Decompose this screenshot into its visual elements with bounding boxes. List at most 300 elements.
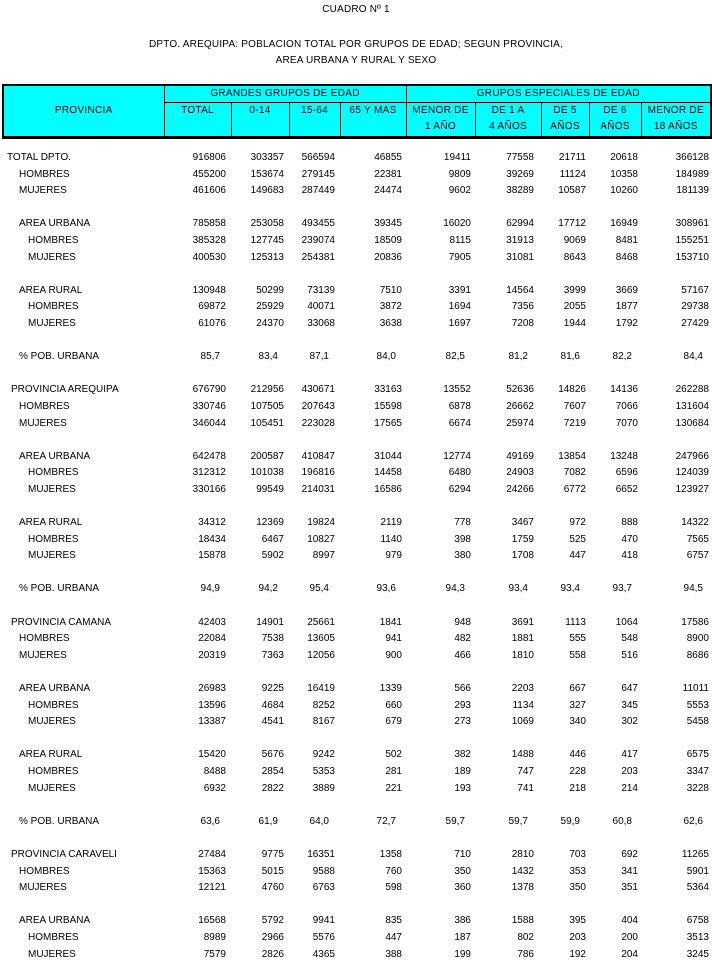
cell-menor-18-anos: 3513 — [686, 931, 709, 943]
header-col-line2: AÑOS — [550, 121, 580, 132]
spacer-row — [0, 731, 712, 748]
cell-menor-18-anos: 29738 — [681, 301, 709, 313]
cell-menor-18-anos: 17586 — [681, 616, 709, 628]
spacer-row — [0, 498, 712, 515]
cell-0-14: 5015 — [261, 865, 284, 877]
cell-5-anos: 395 — [569, 915, 586, 927]
table-row — [0, 747, 712, 764]
cell-1-a-4-anos: 1432 — [511, 865, 534, 877]
header-col-total — [164, 103, 231, 138]
cell-menor-1-ano: 6878 — [448, 400, 471, 412]
cell-65-y-mas: 388 — [385, 948, 402, 960]
cell-65-y-mas: 1841 — [379, 616, 402, 628]
cell-5-anos: 8643 — [563, 251, 586, 263]
header-col-line1: MENOR DE — [647, 105, 704, 116]
cell-5-anos: 558 — [569, 649, 586, 661]
row-label: MUJERES — [19, 417, 67, 429]
cell-5-anos: 340 — [569, 716, 586, 728]
row-label: MUJERES — [28, 251, 76, 263]
cell-6-anos: 1877 — [615, 301, 638, 313]
cell-15-64: 5576 — [312, 931, 335, 943]
spacer-row — [0, 664, 712, 681]
table-row — [0, 631, 712, 648]
table-row — [0, 283, 712, 300]
cell-0-14: 7363 — [261, 649, 284, 661]
row-label: MUJERES — [28, 716, 76, 728]
header-col-6-anos — [589, 103, 641, 138]
cell-1-a-4-anos: 93,4 — [508, 583, 528, 595]
cell-0-14: 24370 — [256, 317, 284, 329]
cell-5-anos: 2055 — [563, 301, 586, 313]
row-label: PROVINCIA AREQUIPA — [11, 384, 119, 396]
table-row — [0, 880, 712, 897]
cell-total: 20319 — [198, 649, 226, 661]
cell-5-anos: 93,4 — [560, 583, 580, 595]
table-row — [0, 698, 712, 715]
cell-15-64: 239074 — [301, 234, 335, 246]
cell-total: 916806 — [192, 152, 226, 163]
cell-0-14: 14901 — [256, 616, 284, 628]
table-row — [0, 764, 712, 781]
row-label: MUJERES — [19, 185, 67, 197]
cell-0-14: 200587 — [250, 450, 284, 462]
cell-5-anos: 350 — [569, 882, 586, 894]
cell-6-anos: 3669 — [615, 284, 638, 296]
cell-6-anos: 7070 — [615, 417, 638, 429]
cell-menor-18-anos: 181139 — [676, 185, 709, 197]
cell-1-a-4-anos: 7356 — [511, 301, 534, 313]
cell-1-a-4-anos: 1881 — [511, 633, 534, 645]
header-col-65-y-mas — [340, 103, 406, 138]
cell-1-a-4-anos: 2203 — [511, 683, 534, 694]
table-row — [0, 648, 712, 665]
table-title-line2: AREA URBANA Y RURAL Y SEXO — [275, 55, 437, 66]
cell-15-64: 207643 — [301, 400, 335, 412]
table-body — [0, 150, 712, 963]
cell-5-anos: 3999 — [563, 284, 586, 296]
table-row — [0, 250, 712, 267]
table-row — [0, 515, 712, 532]
row-label: AREA URBANA — [19, 915, 91, 927]
cell-total: 18434 — [198, 533, 226, 545]
row-label: HOMBRES — [28, 533, 79, 545]
cell-total: 785858 — [192, 218, 226, 230]
cell-0-14: 101038 — [250, 467, 284, 479]
cell-total: 676790 — [192, 384, 226, 396]
header-col-line1: 15-64 — [300, 105, 329, 116]
table-row — [0, 548, 712, 565]
cell-15-64: 33068 — [307, 317, 335, 329]
row-label: AREA RURAL — [19, 284, 83, 296]
cell-menor-18-anos: 3228 — [686, 782, 709, 794]
cell-1-a-4-anos: 7208 — [511, 317, 534, 329]
province-row — [0, 847, 712, 864]
cell-menor-1-ano: 380 — [454, 550, 471, 562]
table-row — [0, 299, 712, 316]
cell-15-64: 6763 — [312, 882, 335, 894]
cell-15-64: 8252 — [312, 699, 335, 711]
cell-65-y-mas: 33163 — [374, 384, 402, 396]
cell-5-anos: 13854 — [558, 450, 586, 462]
cell-1-a-4-anos: 81,2 — [508, 351, 528, 363]
cell-65-y-mas: 598 — [385, 882, 402, 894]
row-label: AREA URBANA — [19, 683, 91, 694]
cell-1-a-4-anos: 31081 — [506, 251, 534, 263]
cell-65-y-mas: 1339 — [379, 683, 402, 694]
cell-5-anos: 14826 — [558, 384, 586, 396]
cell-1-a-4-anos: 1134 — [512, 699, 534, 711]
cell-menor-18-anos: 8686 — [686, 649, 709, 661]
cell-menor-18-anos: 62,6 — [683, 815, 703, 827]
cell-65-y-mas: 941 — [385, 633, 402, 645]
cell-1-a-4-anos: 1378 — [511, 882, 534, 894]
cell-1-a-4-anos: 1759 — [511, 533, 534, 545]
cell-15-64: 16419 — [307, 683, 335, 694]
cell-1-a-4-anos: 1588 — [511, 915, 534, 927]
cell-5-anos: 59,9 — [560, 815, 580, 827]
cell-1-a-4-anos: 38289 — [506, 185, 534, 197]
cell-total: 69872 — [198, 301, 226, 313]
cell-5-anos: 703 — [569, 848, 586, 860]
cell-6-anos: 351 — [621, 882, 638, 894]
cell-65-y-mas: 3638 — [379, 317, 402, 329]
cell-1-a-4-anos: 741 — [517, 782, 534, 794]
cell-menor-18-anos: 3245 — [686, 948, 709, 960]
spacer-row — [0, 432, 712, 449]
cell-1-a-4-anos: 1488 — [511, 749, 534, 761]
cell-5-anos: 203 — [569, 931, 586, 943]
cell-1-a-4-anos: 77558 — [506, 152, 534, 163]
cell-15-64: 95,4 — [309, 583, 329, 595]
cell-menor-1-ano: 482 — [454, 633, 471, 645]
cell-total: 8488 — [203, 765, 226, 777]
cell-6-anos: 1792 — [615, 317, 638, 329]
cell-15-64: 10827 — [307, 533, 335, 545]
cell-menor-1-ano: 12774 — [443, 450, 471, 462]
cell-0-14: 6467 — [261, 533, 284, 545]
cell-1-a-4-anos: 24903 — [506, 467, 534, 479]
cell-menor-18-anos: 153710 — [675, 251, 709, 263]
cell-menor-1-ano: 8115 — [449, 234, 471, 246]
row-label: % POB. URBANA — [19, 583, 100, 595]
header-col-line1: 65 Y MAS — [349, 105, 397, 116]
cell-menor-1-ano: 189 — [454, 765, 471, 777]
cell-menor-18-anos: 247966 — [675, 450, 709, 462]
cell-1-a-4-anos: 39269 — [506, 168, 534, 180]
cell-0-14: 107505 — [250, 400, 284, 412]
cell-1-a-4-anos: 31913 — [506, 234, 534, 246]
cell-total: 12121 — [198, 882, 226, 894]
cell-0-14: 125313 — [250, 251, 284, 263]
cell-menor-18-anos: 3347 — [686, 765, 709, 777]
cell-15-64: 410847 — [301, 450, 335, 462]
cell-menor-1-ano: 94,3 — [445, 583, 465, 595]
row-label: HOMBRES — [28, 234, 79, 246]
percent-row — [0, 581, 712, 598]
cell-menor-1-ano: 350 — [454, 865, 471, 877]
cell-0-14: 127745 — [250, 234, 284, 246]
cell-0-14: 25929 — [256, 301, 284, 313]
cell-menor-18-anos: 84,4 — [683, 351, 703, 363]
cell-0-14: 105451 — [250, 417, 284, 429]
table-row — [0, 465, 712, 482]
cell-15-64: 87,1 — [309, 351, 329, 363]
cell-menor-18-anos: 57167 — [681, 284, 709, 296]
cell-total: 26983 — [198, 683, 226, 694]
cell-menor-1-ano: 948 — [454, 616, 471, 628]
row-label: AREA RURAL — [19, 517, 83, 529]
spacer-row — [0, 797, 712, 814]
spacer-row — [0, 200, 712, 217]
row-label: AREA URBANA — [19, 450, 91, 462]
table-row — [0, 449, 712, 466]
cell-menor-18-anos: 131604 — [675, 400, 709, 412]
cell-1-a-4-anos: 1069 — [511, 716, 534, 728]
cell-15-64: 566594 — [301, 152, 335, 163]
cell-0-14: 61,9 — [258, 815, 278, 827]
cell-5-anos: 353 — [569, 865, 586, 877]
cell-6-anos: 7066 — [615, 400, 638, 412]
cell-6-anos: 345 — [621, 699, 638, 711]
cell-menor-18-anos: 6757 — [686, 550, 709, 562]
cell-6-anos: 6652 — [615, 483, 638, 495]
cell-65-y-mas: 16586 — [374, 483, 402, 495]
row-label: HOMBRES — [19, 400, 70, 412]
cell-65-y-mas: 1358 — [379, 848, 402, 860]
cell-5-anos: 228 — [569, 765, 586, 777]
cell-menor-1-ano: 360 — [454, 882, 471, 894]
row-label: % POB. URBANA — [19, 815, 100, 827]
cell-6-anos: 404 — [621, 915, 638, 927]
cell-0-14: 2854 — [261, 765, 284, 777]
cell-65-y-mas: 221 — [385, 782, 402, 794]
row-label: PROVINCIA CAMANA — [11, 616, 112, 628]
spacer-row — [0, 333, 712, 350]
cell-5-anos: 81,6 — [560, 351, 580, 363]
header-col-menor-18-anos — [641, 103, 711, 138]
table-title-line1: DPTO. AREQUIPA: POBLACION TOTAL POR GRUPOS DE EDAD; SEGUN PROVINCIA, — [148, 39, 564, 50]
cell-menor-1-ano: 3391 — [448, 284, 471, 296]
cell-15-64: 12056 — [307, 649, 335, 661]
header-col-line1: DE 5 — [553, 105, 577, 116]
cell-15-64: 3889 — [312, 782, 335, 794]
spacer-row — [0, 897, 712, 914]
cell-15-64: 73139 — [307, 284, 335, 296]
header-grupos-especiales: GRUPOS ESPECIALES DE EDAD — [406, 85, 711, 103]
cell-total: 27484 — [198, 848, 226, 860]
cell-65-y-mas: 17565 — [374, 417, 402, 429]
cell-1-a-4-anos: 25974 — [506, 417, 534, 429]
cell-menor-1-ano: 82,5 — [445, 351, 465, 363]
cell-total: 330166 — [192, 483, 226, 495]
row-label: PROVINCIA CARAVELI — [11, 848, 117, 860]
table-header — [2, 84, 712, 139]
cell-65-y-mas: 7510 — [379, 284, 402, 296]
cell-menor-18-anos: 5364 — [686, 882, 709, 894]
cell-menor-1-ano: 199 — [454, 948, 471, 960]
cell-0-14: 4684 — [261, 699, 284, 711]
cell-menor-18-anos: 130684 — [675, 417, 709, 429]
cell-1-a-4-anos: 59,7 — [508, 815, 528, 827]
cell-6-anos: 888 — [621, 517, 638, 529]
cell-5-anos: 11124 — [559, 168, 586, 180]
row-label: TOTAL DPTO. — [7, 152, 72, 163]
cell-menor-1-ano: 193 — [454, 782, 471, 794]
cell-menor-18-anos: 94,5 — [683, 583, 703, 595]
cell-15-64: 287449 — [301, 185, 335, 197]
cell-menor-1-ano: 398 — [454, 533, 471, 545]
cell-total: 94,9 — [200, 583, 220, 595]
header-col-line1: DE 1 A — [491, 105, 525, 116]
cell-6-anos: 204 — [621, 948, 638, 960]
cell-0-14: 212956 — [250, 384, 284, 396]
cell-1-a-4-anos: 3691 — [511, 616, 534, 628]
province-row — [0, 382, 712, 399]
cell-total: 61076 — [198, 317, 226, 329]
cell-6-anos: 302 — [621, 716, 638, 728]
cell-5-anos: 1113 — [565, 616, 586, 628]
cell-1-a-4-anos: 786 — [517, 948, 534, 960]
spacer-row — [0, 266, 712, 283]
row-label: MUJERES — [28, 550, 76, 562]
table-row — [0, 150, 712, 167]
row-label: MUJERES — [28, 948, 76, 960]
header-col-line2: 1 AÑO — [425, 121, 457, 132]
cell-total: 15420 — [198, 749, 226, 761]
header-col-line1: MENOR DE — [412, 105, 469, 116]
table-row — [0, 864, 712, 881]
cell-6-anos: 16949 — [610, 218, 638, 230]
cell-1-a-4-anos: 62994 — [506, 218, 534, 230]
table-row — [0, 316, 712, 333]
cell-total: 22084 — [198, 633, 226, 645]
cell-menor-18-anos: 7565 — [686, 533, 709, 545]
cell-1-a-4-anos: 14564 — [506, 284, 534, 296]
header-grandes-grupos: GRANDES GRUPOS DE EDAD — [164, 85, 406, 103]
cell-menor-1-ano: 1697 — [448, 317, 471, 329]
row-label: MUJERES — [28, 317, 76, 329]
cell-total: 385328 — [192, 234, 226, 246]
cell-6-anos: 647 — [621, 683, 638, 694]
cell-5-anos: 525 — [569, 533, 586, 545]
cell-65-y-mas: 447 — [385, 931, 402, 943]
cell-menor-1-ano: 7905 — [448, 251, 471, 263]
cell-menor-1-ano: 6674 — [448, 417, 471, 429]
row-label: HOMBRES — [28, 931, 79, 943]
cell-menor-1-ano: 566 — [454, 683, 471, 694]
cell-6-anos: 10260 — [610, 185, 638, 197]
cell-65-y-mas: 22381 — [374, 168, 402, 180]
cell-15-64: 9941 — [312, 915, 335, 927]
cell-65-y-mas: 39345 — [374, 218, 402, 230]
cell-0-14: 149683 — [250, 185, 284, 197]
cell-0-14: 4541 — [261, 716, 284, 728]
cell-0-14: 5792 — [261, 915, 284, 927]
cell-0-14: 2966 — [261, 931, 284, 943]
cell-15-64: 64,0 — [309, 815, 329, 827]
cell-total: 461606 — [192, 185, 226, 197]
cell-0-14: 4760 — [261, 882, 284, 894]
cell-menor-1-ano: 6480 — [448, 467, 471, 479]
cell-65-y-mas: 835 — [385, 915, 402, 927]
cell-5-anos: 7607 — [563, 400, 586, 412]
cell-5-anos: 327 — [569, 699, 586, 711]
table-row — [0, 183, 712, 200]
cell-65-y-mas: 24474 — [374, 185, 402, 197]
cell-5-anos: 1944 — [563, 317, 586, 329]
cell-5-anos: 446 — [569, 749, 586, 761]
cell-menor-1-ano: 19411 — [443, 152, 471, 163]
cell-menor-1-ano: 9809 — [448, 168, 471, 180]
cell-65-y-mas: 14458 — [374, 467, 402, 479]
cell-0-14: 50299 — [256, 284, 284, 296]
header-provincia: PROVINCIA — [3, 85, 164, 138]
cell-total: 85,7 — [200, 351, 220, 363]
cell-65-y-mas: 3872 — [379, 301, 402, 313]
header-col-5-anos — [541, 103, 589, 138]
cell-6-anos: 214 — [621, 782, 638, 794]
cell-5-anos: 10587 — [558, 185, 586, 197]
header-col-line1: TOTAL — [181, 105, 214, 116]
cell-menor-18-anos: 124039 — [675, 467, 709, 479]
cell-6-anos: 8481 — [615, 234, 638, 246]
cell-15-64: 254381 — [301, 251, 335, 263]
cell-menor-18-anos: 123927 — [675, 483, 709, 495]
cell-65-y-mas: 900 — [385, 649, 402, 661]
cell-menor-1-ano: 1694 — [448, 301, 471, 313]
cell-6-anos: 13248 — [610, 450, 638, 462]
cell-6-anos: 93,7 — [612, 583, 632, 595]
cell-menor-18-anos: 308961 — [675, 218, 709, 230]
row-label: HOMBRES — [28, 765, 79, 777]
header-col-15-64 — [289, 103, 340, 138]
cell-0-14: 9775 — [261, 848, 284, 860]
cell-6-anos: 8468 — [615, 251, 638, 263]
cell-5-anos: 21711 — [558, 152, 586, 163]
header-col-line2: 18 AÑOS — [653, 121, 698, 132]
cell-1-a-4-anos: 2810 — [511, 848, 534, 860]
cell-5-anos: 972 — [569, 517, 586, 529]
cell-total: 455200 — [192, 168, 226, 180]
cell-6-anos: 200 — [621, 931, 638, 943]
cell-6-anos: 20618 — [610, 152, 638, 163]
cell-total: 7579 — [203, 948, 226, 960]
row-label: HOMBRES — [28, 467, 79, 479]
cell-total: 42403 — [198, 616, 226, 628]
cell-1-a-4-anos: 747 — [517, 765, 534, 777]
table-row — [0, 416, 712, 433]
cell-15-64: 9588 — [312, 865, 335, 877]
cell-15-64: 13605 — [307, 633, 335, 645]
header-col-line2: 4 AÑOS — [489, 121, 527, 132]
cell-menor-1-ano: 16020 — [443, 218, 471, 230]
cell-1-a-4-anos: 1708 — [511, 550, 534, 562]
cell-menor-18-anos: 184989 — [675, 168, 709, 180]
row-label: MUJERES — [28, 782, 76, 794]
cell-total: 13387 — [198, 716, 226, 728]
cell-65-y-mas: 46855 — [374, 152, 402, 163]
table-row — [0, 216, 712, 233]
spacer-row — [0, 830, 712, 847]
spacer-row — [0, 598, 712, 615]
cell-15-64: 279145 — [301, 168, 335, 180]
province-row — [0, 615, 712, 632]
cell-6-anos: 203 — [621, 765, 638, 777]
table-row — [0, 913, 712, 930]
cell-menor-1-ano: 382 — [454, 749, 471, 761]
cell-65-y-mas: 281 — [385, 765, 402, 777]
cell-menor-1-ano: 187 — [454, 931, 471, 943]
